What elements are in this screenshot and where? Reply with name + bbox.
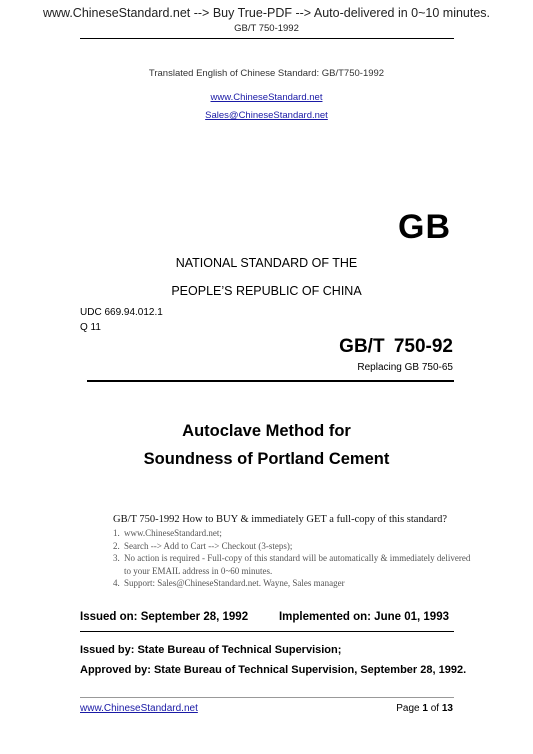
header-doc-code: GB/T 750-1992 <box>234 23 299 34</box>
buy-instructions <box>113 514 473 590</box>
dates-divider <box>80 631 454 632</box>
website-link[interactable]: www.ChineseStandard.net <box>210 92 323 103</box>
page-number: Page 1 of 13 <box>396 703 453 714</box>
email-link-wrapper <box>0 105 533 123</box>
approved-by: Approved by: State Bureau of Technical Supervision, September 28, 1992. <box>80 664 467 676</box>
q-code: Q 11 <box>80 322 101 333</box>
buy-step: 2. Search --> Add to Cart --> Checkout (3-steps); <box>113 540 293 551</box>
implemented-date: Implemented on: June 01, 1993 <box>278 611 449 623</box>
buy-step: 3. No action is required - Full-copy of this standard will be automatically & immediately delivered to your EMAIL address in 0~60 minutes. <box>113 553 471 576</box>
document-title-line2: Soundness of Portland Cement <box>143 450 390 468</box>
footer-website-link[interactable]: www.ChineseStandard.net <box>80 703 198 714</box>
top-banner: www.ChineseStandard.net --> Buy True-PDF --> Auto-delivered in 0~10 minutes. <box>42 6 491 20</box>
national-standard-line2: PEOPLE’S REPUBLIC OF CHINA <box>171 284 362 298</box>
website-link-wrapper <box>0 87 533 105</box>
standard-code: GB/T 750-92 <box>339 336 453 357</box>
gb-logo: GB <box>398 208 451 246</box>
udc-code: UDC 669.94.012.1 <box>80 307 163 318</box>
buy-heading: GB/T 750-1992 How to BUY & immediately GET a full-copy of this standard? <box>113 514 448 525</box>
header-divider <box>80 38 454 39</box>
buy-step: 4. Support: Sales@ChineseStandard.net. Wayne, Sales manager <box>113 578 345 588</box>
buy-step: 1. www.ChineseStandard.net; <box>113 528 222 538</box>
email-link[interactable]: Sales@ChineseStandard.net <box>205 110 328 121</box>
translated-note: Translated English of Chinese Standard: GB/T750-1992 <box>148 68 385 79</box>
national-standard-line1: NATIONAL STANDARD OF THE <box>175 256 358 270</box>
footer-divider <box>80 697 454 698</box>
issued-by: Issued by: State Bureau of Technical Supervision; <box>80 644 342 656</box>
title-divider <box>87 380 454 382</box>
replacing-note: Replacing GB 750-65 <box>357 362 453 373</box>
issued-date: Issued on: September 28, 1992 <box>80 611 249 623</box>
buy-steps-list <box>113 527 473 590</box>
document-title-line1: Autoclave Method for <box>182 422 351 440</box>
